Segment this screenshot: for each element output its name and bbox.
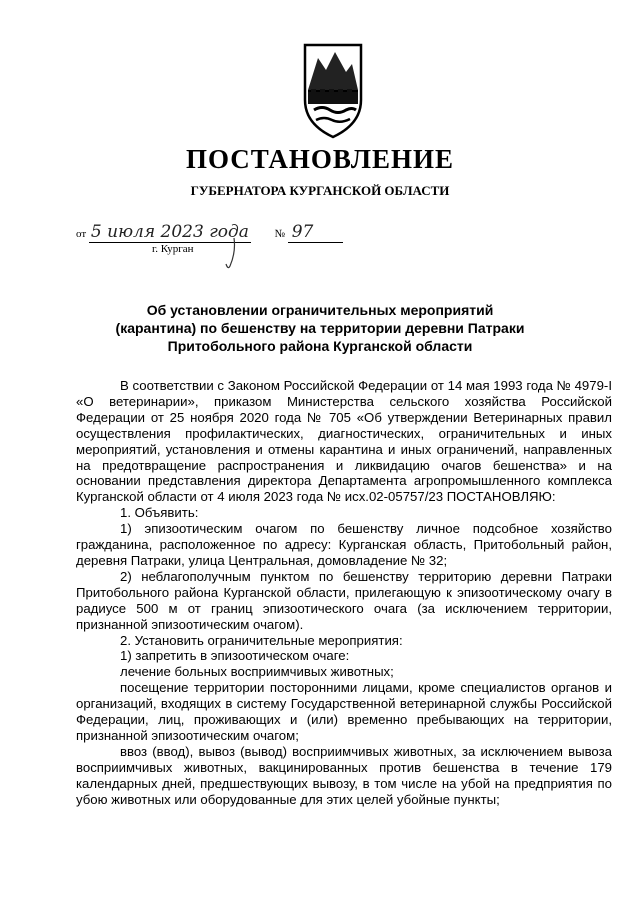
paragraph-restriction-1: лечение больных восприимчивых животных;: [120, 664, 394, 680]
signature-stroke: [222, 236, 242, 272]
number-label: №: [274, 228, 285, 240]
paragraph-item-1-1: 1) эпизоотическим очагом по бешенству личное подсобное хозяйство гражданина, расположенное по адресу: Курганская область, Притобольный район, деревня Патраки, улица Центральная, домовладение № 32;: [76, 521, 612, 568]
handwritten-date: 5 июля 2023 года: [90, 222, 249, 242]
paragraph-restriction-3: ввоз (ввод), вывоз (вывод) восприимчивых животных, за исключением вывоза восприимчивых животных, вакцинированных против бешенства в течение 179 календарных дней, предшествующих вывозу, в том числе на убой на предприятия по убою животных или оборудованные для этих целей убойные пункты;: [76, 743, 612, 807]
heading-line-3: Притобольного района Курганской области: [167, 338, 473, 354]
date-line: [76, 222, 343, 242]
city-label: г. Курган: [152, 243, 194, 255]
paragraph-preamble: В соответствии с Законом Российской Федерации от 14 мая 1993 года № 4979-I «О ветеринарии», приказом Министерства сельского хозяйства Российской Федерации от 25 ноября 2020 года № 705 «Об утверждении Ветеринарных правил осуществления профилактических, диагностических, ограничительных и иных мероприятий, установления и отмены карантина и иных ограничений, направленных на предотвращение распространения и ликвидацию очагов бешенства» и на основании представления директора Департамента агропромышленного комплекса Курганской области от 4 июля 2023 года № исх.02-05757/23 ПОСТАНОВЛЯЮ:: [76, 378, 612, 505]
paragraph-item-2: 2. Установить ограничительные мероприятия:: [120, 632, 403, 648]
handwritten-number: 97: [288, 222, 344, 243]
paragraph-item-2-1: 1) запретить в эпизоотическом очаге:: [120, 648, 350, 664]
paragraph-restriction-2: посещение территории посторонними лицами, кроме специалистов органов и организаций, входящих в систему Государственной ветеринарной службы Российской Федерации, лиц, проживающих и (или) временно пребывающих на территории, признанной эпизоотическим очагом;: [76, 680, 612, 743]
heading-line-2: (карантина) по бешенству на территории деревни Патраки: [115, 320, 525, 336]
document-title: ПОСТАНОВЛЕНИЕ: [185, 144, 455, 174]
document-heading: [0, 301, 640, 355]
coat-of-arms-emblem: [302, 42, 364, 140]
document-body: [76, 378, 612, 807]
from-label: от: [76, 228, 87, 240]
heading-line-1: Об установлении ограничительных мероприятий: [146, 302, 494, 318]
document-subtitle: ГУБЕРНАТОРА КУРГАНСКОЙ ОБЛАСТИ: [190, 183, 450, 198]
paragraph-item-1: 1. Объявить:: [120, 505, 199, 521]
paragraph-item-1-2: 2) неблагополучным пунктом по бешенству территорию деревни Патраки Притобольного района Курганской области, прилегающую к эпизоотическому очагу в радиусе 500 м от границ эпизоотического очага (за исключением территории, признанной эпизоотическим очагом).: [76, 568, 612, 632]
